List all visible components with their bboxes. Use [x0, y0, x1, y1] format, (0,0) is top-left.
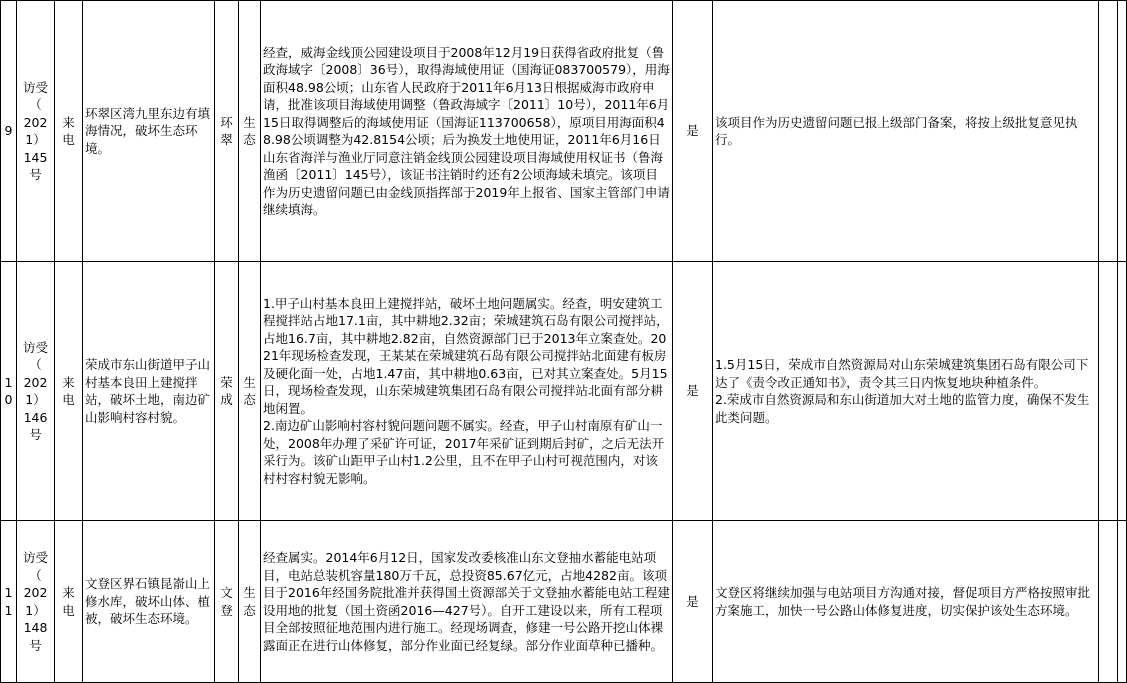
finding-cell: 经查属实。2014年6月12日，国家发改委核准山东文登抽水蓄能电站项目，电站总装机容量180万千瓦，总投资85.67亿元，占地4282亩。该项目于2016年经国务院批准并获得国土资源部关于文登抽水蓄能电站工程建设用地的批复（国土资函2016—427号）。自开工建设以来，所有工程项目全部按照征地范围内进行施工。经现场调查，修建一号公路开挖山体裸露面正在进行山体修复，部分作业面已经复绿。部分作业面草种已播种。 [261, 521, 673, 683]
category-cell: 生态 [239, 521, 261, 683]
category-cell: 生态 [239, 1, 261, 262]
district-cell: 荣成 [215, 262, 239, 521]
table-row [1, 262, 1127, 521]
case-number: 访受 （ 202 1） 146 号 [17, 262, 55, 521]
case-number: 访受 （ 202 1） 148 号 [17, 521, 55, 683]
source-cell: 来电 [55, 521, 83, 683]
district-cell: 文登 [215, 521, 239, 683]
issue-cell: 文登区界石镇昆嵛山上修水库，破坏山体、植被，破坏生态环境。 [83, 521, 215, 683]
action-cell: 该项目作为历史遗留问题已报上级部门备案，将按上级批复意见执行。 [713, 1, 1099, 262]
action-cell: 1.5月15日，荣成市自然资源局对山东荣城建筑集团石岛有限公司下达了《责令改正通知书》，责令其三日内恢复地块种植条件。 2.荣成市自然资源局和东山街道加大对土地的监管力度，确保不发生此类问题。 [713, 262, 1099, 521]
empty-cell [1099, 521, 1118, 683]
issue-cell: 环翠区湾九里东边有填海情况，破坏生态环境。 [83, 1, 215, 262]
category-cell: 生态 [239, 262, 261, 521]
district-cell: 环翠 [215, 1, 239, 262]
table-row [1, 1, 1127, 262]
empty-cell [1118, 262, 1127, 521]
row-number: 9 [1, 1, 17, 262]
verified-cell: 是 [673, 521, 713, 683]
source-cell: 来电 [55, 262, 83, 521]
verified-cell: 是 [673, 1, 713, 262]
action-cell: 文登区将继续加强与电站项目方沟通对接，督促项目方严格按照审批方案施工，加快一号公路山体修复进度，切实保护该处生态环境。 [713, 521, 1099, 683]
issue-cell: 荣成市东山街道甲子山村基本良田上建搅拌站，破坏土地，南边矿山影响村容村貌。 [83, 262, 215, 521]
source-cell: 来电 [55, 1, 83, 262]
empty-cell [1118, 1, 1127, 262]
case-number: 访受 （ 202 1） 145 号 [17, 1, 55, 262]
finding-cell: 1.甲子山村基本良田上建搅拌站，破坏土地问题属实。经查，明安建筑工程搅拌站占地17.1亩，其中耕地2.32亩；荣城建筑石岛有限公司搅拌站，占地16.7亩，其中耕地2.82亩，自然资源部门已于2013年立案查处。2021年现场检查发现，王某某在荣城建筑石岛有限公司搅拌站北面建有板房及硬化面一处，占地1.47亩，其中耕地0.63亩，已对其立案查处。5月15日，现场检查发现，山东荣城建筑集团石岛有限公司搅拌站北面有部分耕地闲置。 2.南边矿山影响村容村貌问题问题不属实。经查，甲子山村南原有矿山一处，2008年办理了采矿许可证，2017年采矿证到期后封矿，之后无法开采行为。该矿山距甲子山村1.2公里，且不在甲子山村可视范围内，对该村村容村貌无影响。 [261, 262, 673, 521]
empty-cell [1118, 521, 1127, 683]
row-number: 11 [1, 521, 17, 683]
empty-cell [1099, 1, 1118, 262]
table-row [1, 521, 1127, 683]
finding-cell: 经查，威海金线顶公园建设项目于2008年12月19日获得省政府批复（鲁政海域字〔2008〕36号），取得海域使用证（国海证083700579），用海面积48.98公顷；山东省人民政府于2011年6月13日根据威海市政府申请，批准该项目海域使用调整（鲁政海域字〔2011〕10号），2011年6月15日取得调整后的海域使用证（国海证113700658），原项目用海面积48.98公顷调整为42.8154公顷；后为换发土地使用证，2011年6月16日山东省海洋与渔业厅同意注销金线顶公园建设项目海域使用权证书（鲁海渔函〔2011〕145号），该证书注销时约还有2公顷海域未填完。该项目作为历史遗留问题已由金线顶指挥部于2019年上报省、国家主管部门申请继续填海。 [261, 1, 673, 262]
row-number: 10 [1, 262, 17, 521]
empty-cell [1099, 262, 1118, 521]
verified-cell: 是 [673, 262, 713, 521]
